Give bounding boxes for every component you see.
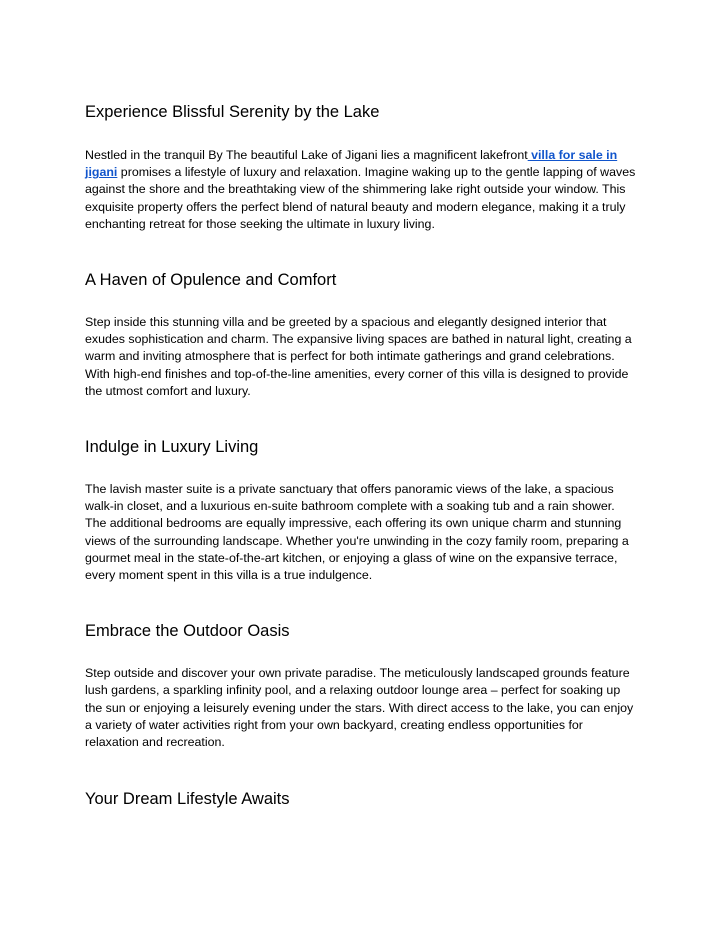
section-paragraph-haven-of-opulence: Step inside this stunning villa and be greeted by a spacious and elegantly designed interior that exudes sophistication and charm. The expansive living spaces are bathed in natural light, creating a warm and inviting atmosphere that is perfect for both intimate gatherings and grand celebrations. With high-end finishes and top-of-the-line amenities, every corner of this villa is designed to provide the utmost comfort and luxury.	[85, 315, 632, 398]
section-paragraph-blissful-serenity	[85, 147, 637, 233]
section-heading-indulge-luxury: Indulge in Luxury Living	[85, 438, 259, 457]
section-paragraph-indulge-luxury: The lavish master suite is a private sanctuary that offers panoramic views of the lake, a spacious walk-in closet, and a luxurious en-suite bathroom complete with a soaking tub and a rain shower. The additional bedrooms are equally impressive, each offering its own unique charm and stunning views of the surrounding landscape. Whether you're unwinding in the cozy family room, preparing a gourmet meal in the state-of-the-art kitchen, or enjoying a glass of wine on the expansive terrace, every moment spent in this villa is a true indulgence.	[85, 482, 629, 583]
villa-for-sale-link[interactable]: villa for sale in jigani	[85, 148, 618, 180]
paragraph-text-before-link: Nestled in the tranquil By The beautiful Lake of Jigani lies a magnificent lakefront	[85, 148, 528, 162]
section-heading-haven-of-opulence: A Haven of Opulence and Comfort	[85, 271, 337, 290]
section-heading-outdoor-oasis: Embrace the Outdoor Oasis	[85, 622, 290, 641]
section-paragraph-outdoor-oasis: Step outside and discover your own private paradise. The meticulously landscaped grounds feature lush gardens, a sparkling infinity pool, and a relaxing outdoor lounge area – perfect for soaking up the sun or enjoying a leisurely evening under the stars. With direct access to the lake, you can enjoy a variety of water activities right from your own backyard, creating endless opportunities for relaxation and recreation.	[85, 666, 634, 750]
paragraph-text-after-link: promises a lifestyle of luxury and relaxation. Imagine waking up to the gentle lapping of waves against the shore and the breathtaking view of the shimmering lake right outside your window. This exquisite property offers the perfect blend of natural beauty and modern elegance, making it a truly enchanting retreat for those seeking the ultimate in luxury living.	[85, 165, 636, 231]
section-heading-dream-lifestyle: Your Dream Lifestyle Awaits	[85, 790, 290, 809]
document-page	[85, 101, 637, 810]
section-heading-blissful-serenity: Experience Blissful Serenity by the Lake	[85, 103, 380, 121]
